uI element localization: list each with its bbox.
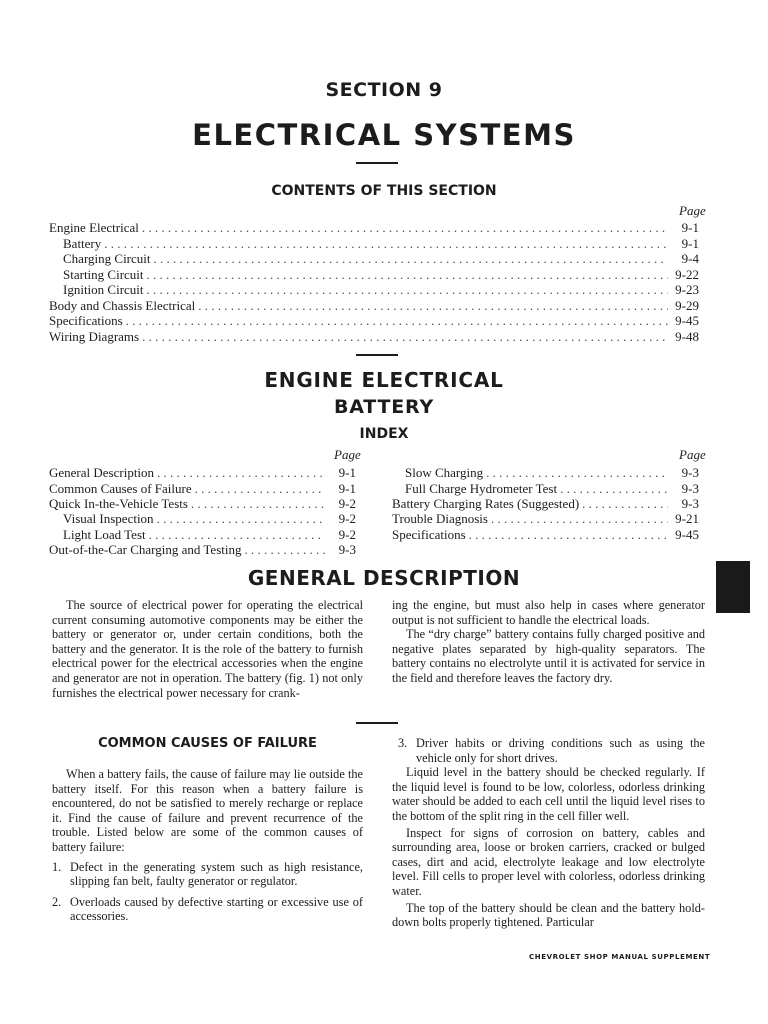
toc-row[interactable] [63,251,699,267]
list-item [52,860,363,889]
list-text: Defect in the generating system such as high resistance, slipping fan belt, faulty generator or regulator. [70,859,363,889]
battery-title: BATTERY [334,396,434,418]
index-row[interactable] [63,511,356,527]
toc-page: 9-29 [675,298,699,313]
index-row[interactable] [392,511,699,527]
toc-row[interactable] [49,313,699,329]
general-description-right-column [392,598,705,686]
divider [356,722,398,724]
list-text: Driver habits or driving conditions such as using the vehicle only for short drives. [416,736,705,765]
index-page: 9-3 [338,542,356,557]
toc-row[interactable] [63,282,699,298]
toc-row[interactable] [49,329,699,345]
index-page: 9-2 [338,496,356,511]
divider [356,354,398,356]
index-label: Specifications [392,527,466,542]
dot-leader [142,329,668,345]
toc-row[interactable] [63,267,699,283]
toc-page: 9-4 [681,251,699,266]
general-description-title: GENERAL DESCRIPTION [247,566,521,590]
index-label: Visual Inspection [63,511,154,526]
dot-leader [191,496,325,512]
toc-row[interactable] [63,236,699,252]
toc-page: 9-1 [681,220,699,235]
index-label: Light Load Test [63,527,146,542]
index-page: 9-3 [681,496,699,511]
index-row[interactable] [392,527,699,543]
index-row[interactable] [49,465,356,481]
index-row[interactable] [63,527,356,543]
dot-leader [157,465,325,481]
index-label: General Description [49,465,155,480]
toc-label: Wiring Diagrams [49,329,140,344]
index-page: 9-21 [675,511,699,526]
body-paragraph: Liquid level in the battery should be checked regularly. If the liquid level is found to be low, colorless, odorless drinking water should be added to each cell until the liquid level rises to the bottom of the split ring in the cell filler well. [392,765,705,823]
toc-label: Starting Circuit [63,267,144,282]
index-page: 9-2 [338,527,356,542]
toc-page: 9-1 [681,236,699,251]
general-description-right-text-2: The “dry charge” battery contains fully charged positive and negative plates separated by high-quality separators. The battery contains no electrolyte until it is activated for service in the field and therefore leaves the factory dry. [392,627,705,685]
dot-leader [149,527,325,543]
dot-leader [491,511,668,527]
index-label: Battery Charging Rates (Suggested) [392,496,580,511]
index-label: Common Causes of Failure [49,481,192,496]
dot-leader [147,282,668,298]
index-label: Trouble Diagnosis [392,511,488,526]
index-page: 9-45 [675,527,699,542]
index-page: 9-3 [681,465,699,480]
contents-page-header: Page [679,203,706,218]
index-row[interactable] [49,481,356,497]
toc-label: Charging Circuit [63,251,151,266]
index-page: 9-3 [681,481,699,496]
list-item [392,736,705,765]
index-row[interactable] [405,481,699,497]
body-paragraph: The top of the battery should be clean and the battery hold-down bolts properly tightened. Particular [392,900,705,930]
dot-leader [104,236,668,252]
toc-label: Ignition Circuit [63,282,144,297]
index-label: Out-of-the-Car Charging and Testing [49,542,242,557]
dot-leader [157,511,325,527]
toc-row[interactable] [49,298,699,314]
general-description-left-text: The source of electrical power for operating the electrical current consuming automotive components may be either the battery or generator or, under certain conditions, both the battery and the generator. It is the role of the battery to furnish electrical power for the electrical accessories when the engine and generator are not in operation. The battery (fig. 1) not only furnishes the electrical power necessary for crank- [52,598,363,700]
dot-leader [560,481,668,497]
dot-leader [198,298,668,314]
list-number: 3. [398,736,408,750]
general-description-right-text-1: ing the engine, but must also help in cases where generator output is not sufficient to handle the electrical loads. [392,598,705,627]
dot-leader [486,465,668,481]
index-label: Full Charge Hydrometer Test [405,481,558,496]
divider [356,162,398,164]
dot-leader [469,527,668,543]
dot-leader [126,313,668,329]
section-number: SECTION 9 [325,79,443,101]
dot-leader [195,481,325,497]
engine-electrical-title: ENGINE ELECTRICAL [264,368,504,392]
index-page: 9-1 [338,465,356,480]
index-row[interactable] [405,465,699,481]
toc-page: 9-22 [675,267,699,282]
dot-leader [154,251,668,267]
section-title: ELECTRICAL SYSTEMS [192,118,576,152]
common-causes-title: COMMON CAUSES OF FAILURE [98,736,317,751]
dot-leader [245,542,326,558]
index-label: Quick In-the-Vehicle Tests [49,496,188,511]
list-number: 1. [52,859,62,874]
toc-page: 9-48 [675,329,699,344]
index-label: Slow Charging [405,465,484,480]
index-left-page-header: Page [334,447,361,462]
index-row[interactable] [49,496,356,512]
toc-page: 9-23 [675,282,699,297]
list-item [52,895,363,924]
toc-page: 9-45 [675,313,699,328]
toc-label: Body and Chassis Electrical [49,298,196,313]
index-page: 9-1 [338,481,356,496]
toc-row[interactable] [49,220,699,236]
footer-text: CHEVROLET SHOP MANUAL SUPPLEMENT [529,953,711,961]
index-title: INDEX [359,426,409,442]
toc-label: Battery [63,236,102,251]
common-causes-left-column [52,767,363,924]
index-page: 9-2 [338,511,356,526]
section-thumb-tab [716,561,750,613]
body-paragraph: Inspect for signs of corrosion on battery, cables and surrounding area, loose or broken carriers, cracked or bulged cases, dirt and acid, electrolyte leakage and low electrolyte level. Fill cells to proper level with colorless, odorless drinking water. [392,825,705,898]
contents-title: CONTENTS OF THIS SECTION [271,183,497,199]
dot-leader [582,496,668,512]
index-row[interactable] [392,496,699,512]
common-causes-intro: When a battery fails, the cause of failure may lie outside the battery itself. For this reason when a battery failure is encountered, do not be satisfied to merely recharge or replace it. Find the cause of failure and prevent recurrence of the trouble. Listed below are some of the common causes of battery failure: [52,767,363,854]
toc-label: Specifications [49,313,123,328]
common-causes-right-column [392,736,705,930]
index-right-page-header: Page [679,447,706,462]
dot-leader [142,220,668,236]
toc-label: Engine Electrical [49,220,139,235]
list-number: 2. [52,894,62,909]
dot-leader [147,267,668,283]
list-text: Overloads caused by defective starting or excessive use of accessories. [70,894,363,924]
index-row[interactable] [49,542,356,558]
